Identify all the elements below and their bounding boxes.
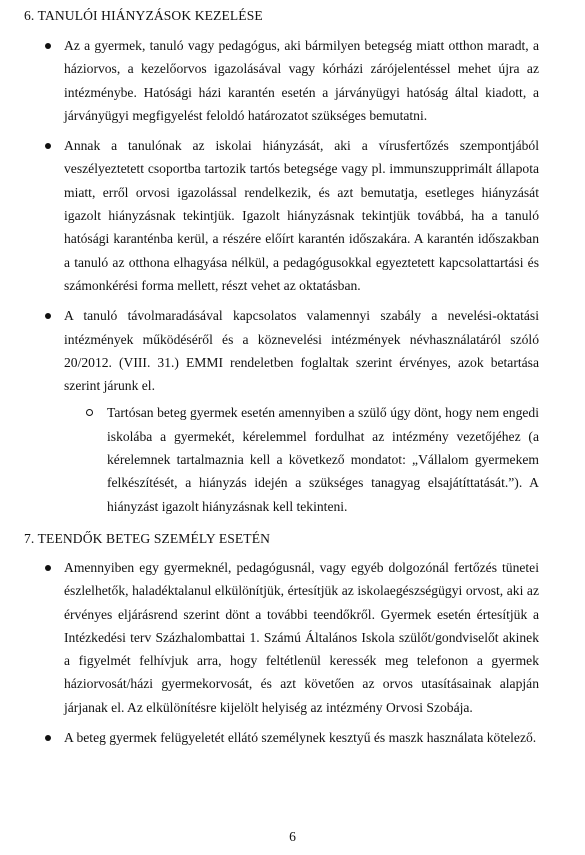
section-6-heading: 6. TANULÓI HIÁNYZÁSOK KEZELÉSE <box>24 8 263 23</box>
list-item <box>0 726 585 749</box>
bullet-text: Amennyiben egy gyermeknél, pedagógusnál, vagy egyéb dolgozónál fertőzés tünetei észlelhetők, haladéktalanul elkülönítjük, értesítjük az iskolaegészségügyi orvost, aki az érvényes eljárásrend szerint dönt a további teendőkről. Gyermek esetén értesítjük a Intézkedési terv Százhalombattai 1. Számú Általános Iskola szülőt/gondviselőt akinek a figyelmét felhívjuk arra, hogy feltétlenül keressék meg telefonon a gyermek háziorvosát/házi gyermekorvosát, és azt követően az orvos utasításainak alapján járjanak el. Az elkülönítésre kijelölt helyiség az intézmény Orvosi Szobája. <box>64 560 539 715</box>
circle-bullet-icon <box>86 409 93 416</box>
sub-bullet-text: Tartósan beteg gyermek esetén amennyiben a szülő úgy dönt, hogy nem engedi iskolába a gyermekét, kérelemmel fordulhat az intézmény vezetőjéhez (a kérelemnek tartalmaznia kell a következő mondatot: „Vállalom gyermekem felkészítését, a hiányzás idején a szükséges tanagyag elsajátíttatását.”). A hiányzást igazolt hiányzásnak kell tekinteni. <box>107 405 539 514</box>
bullet-text: A beteg gyermek felügyeletét ellátó személynek kesztyű és maszk használata kötelező. <box>64 730 537 746</box>
bullet-text: A tanuló távolmaradásával kapcsolatos valamennyi szabály a nevelési-oktatási intézmények működéséről és a köznevelési intézmények névhasználatáról szóló 20/2012. (VIII. 31.) EMMI rendeletben foglaltak szerint érvényes, azok betartása szerint járunk el. <box>64 308 539 394</box>
bullet-text: Az a gyermek, tanuló vagy pedagógus, aki bármilyen betegség miatt otthon maradt, a háziorvos, a kezelőorvos igazolásával vagy kórházi zárójelentéssel mehet újra az intézménybe. Hatósági házi karantén esetén a járványügyi hatóság által kiadott, a járványügyi megfigyelést feloldó határozatot szükséges bemutatni. <box>64 38 539 123</box>
list-item <box>0 34 585 127</box>
bullet-icon <box>45 735 51 741</box>
section-6-bullet-list <box>0 34 585 525</box>
bullet-icon <box>45 43 51 49</box>
bullet-text: Annak a tanulónak az iskolai hiányzását, aki a vírusfertőzés szempontjából veszélyeztetett csoportba tartozik tartós betegsége vagy pl. immunszupprimált állapota miatt, erről orvosi igazolással rendelkezik, és azt bemutatja, esetleges hiányzását igazolt hiányzásnak tekintjük. Igazolt hiányzásnak tekintjük továbbá, ha a tanuló hatósági karanténba kerül, a részére előírt karantén időszakára. A karantén időszakban a tanuló az otthona elhagyása nélkül, a pedagógusokkal egyeztetett kapcsolattartási és számonkérési forma mellett, részt vehet az oktatásban. <box>64 138 539 293</box>
page-number: 6 <box>289 829 296 844</box>
list-item <box>0 556 585 719</box>
bullet-icon <box>45 313 51 319</box>
section-7-heading: 7. TEENDŐK BETEG SZEMÉLY ESETÉN <box>24 531 271 546</box>
sub-list-item <box>64 401 539 517</box>
list-item <box>0 304 585 518</box>
bullet-icon <box>45 143 51 149</box>
section-7-bullet-list <box>0 556 585 756</box>
bullet-icon <box>45 565 51 571</box>
sub-bullet-list <box>64 401 539 517</box>
list-item <box>0 134 585 297</box>
